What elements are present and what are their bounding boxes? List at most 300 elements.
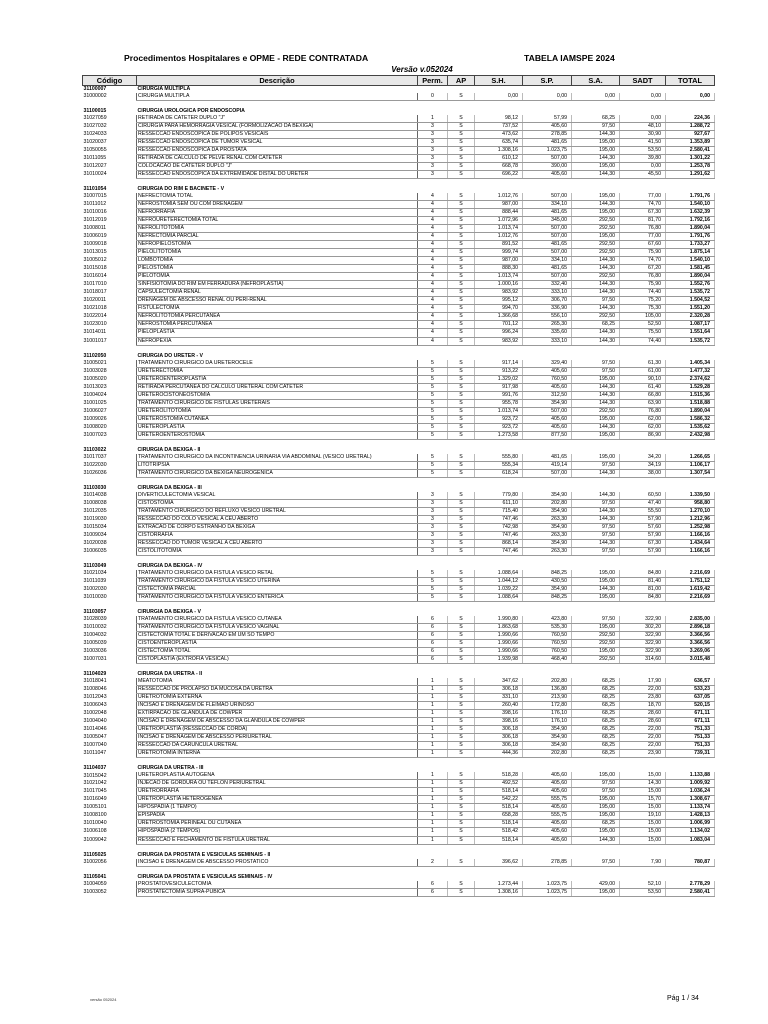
ap-cell: S xyxy=(448,547,475,555)
description-cell: NEFROSTOMIA SEM OU COM DRENAGEM xyxy=(137,201,418,209)
sp-cell: 405,60 xyxy=(523,828,572,836)
code-cell: 31005012 xyxy=(83,257,107,264)
sadt-cell: 61,30 xyxy=(620,360,666,368)
sp-cell: 760,50 xyxy=(523,632,572,640)
table-row xyxy=(83,718,715,726)
sadt-cell: 74,70 xyxy=(620,201,666,209)
sa-cell: 292,50 xyxy=(572,313,620,321)
sadt-cell: 76,80 xyxy=(620,407,666,415)
sh-cell: 398,16 xyxy=(475,710,523,718)
sp-cell: 354,90 xyxy=(523,742,572,750)
perm-cell: 5 xyxy=(418,431,448,439)
sh-cell: 1.990,80 xyxy=(475,616,523,624)
sadt-cell: 81,40 xyxy=(620,577,666,585)
description-cell: MEATOTOMIA xyxy=(137,678,418,686)
sh-cell: 1.013,74 xyxy=(475,273,523,281)
sp-cell: 278,85 xyxy=(523,859,572,867)
group-name: CIRURGIA UROLOGICA POR ENDOSCOPIA xyxy=(137,108,245,115)
table-row xyxy=(83,881,715,889)
description-cell: URETROSTOMIA PERINEAL OU CUTANEA xyxy=(137,820,418,828)
sh-cell: 1.308,16 xyxy=(475,888,523,896)
sadt-cell: 77,00 xyxy=(620,233,666,241)
sh-cell: 715,40 xyxy=(475,507,523,515)
procedures-table xyxy=(82,75,715,897)
sa-cell: 144,30 xyxy=(572,257,620,265)
table-row xyxy=(83,586,715,594)
code-cell: 31002048 xyxy=(83,710,107,717)
sadt-cell: 39,80 xyxy=(620,155,666,163)
code-cell: 31007023 xyxy=(83,431,107,438)
description-cell: HIPOSPADIA (2 TEMPOS) xyxy=(137,828,418,836)
description-cell: INCISAO E DRENAGEM DE ABSCESSO PERIURETRAL xyxy=(137,734,418,742)
sa-cell: 292,50 xyxy=(572,273,620,281)
sadt-cell: 62,00 xyxy=(620,423,666,431)
total-cell: 1.890,04 xyxy=(666,225,715,233)
description-cell: PIELOLITOTOMIA xyxy=(137,249,418,257)
description-cell: DIVERTICULECTOMIA VESICAL xyxy=(137,492,418,500)
sa-cell: 68,25 xyxy=(572,678,620,686)
spacer-cell xyxy=(83,555,715,563)
total-cell: 671,11 xyxy=(666,710,715,718)
sadt-cell: 0,00 xyxy=(620,93,666,101)
description-cell: NEFROPEXIA xyxy=(137,337,418,345)
perm-cell: 5 xyxy=(418,367,448,375)
total-cell: 1.529,28 xyxy=(666,383,715,391)
sh-cell: 983,92 xyxy=(475,337,523,345)
total-cell: 2.835,00 xyxy=(666,616,715,624)
total-cell: 1.133,74 xyxy=(666,804,715,812)
ap-cell: S xyxy=(448,407,475,415)
perm-cell: 1 xyxy=(418,750,448,758)
ap-cell: S xyxy=(448,515,475,523)
table-row xyxy=(83,694,715,702)
total-cell: 1.405,34 xyxy=(666,360,715,368)
sadt-cell: 34,20 xyxy=(620,454,666,462)
description-cell: TRATAMENTO CIRURGICO DO REFLUXO VESICO URETRAL xyxy=(137,507,418,515)
ap-cell: S xyxy=(448,93,475,101)
sp-cell: 468,40 xyxy=(523,656,572,664)
group-name: CIRURGIA DA BEXIGA - III xyxy=(137,484,202,491)
group-header-row xyxy=(83,874,715,881)
sp-cell: 354,90 xyxy=(523,734,572,742)
total-cell: 1.518,88 xyxy=(666,399,715,407)
perm-cell: 6 xyxy=(418,888,448,896)
sa-cell: 144,30 xyxy=(572,836,620,844)
description-cell: INCISAO E DRENAGEM DE FLEIMAO URINOSO xyxy=(137,702,418,710)
table-row xyxy=(83,796,715,804)
table-row xyxy=(83,788,715,796)
group-header-row xyxy=(83,765,715,772)
description-cell: TRATAMENTO CIRURGICO DA BEXIGA NEUROGENICA xyxy=(137,469,418,477)
code-cell: 31005021 xyxy=(83,359,107,366)
description-cell: RESSECCAO E FECHAMENTO DE FISTULA URETRAL xyxy=(137,836,418,844)
sp-cell: 202,80 xyxy=(523,678,572,686)
sh-cell: 701,12 xyxy=(475,321,523,329)
perm-cell: 1 xyxy=(418,820,448,828)
total-cell: 1.586,32 xyxy=(666,415,715,423)
ap-cell: S xyxy=(448,828,475,836)
code-cell: 31019030 xyxy=(83,515,107,522)
description-cell: TRATAMENTO CIRURGICO DA FISTULA VESICO VAGINAL xyxy=(137,624,418,632)
ap-cell: S xyxy=(448,415,475,423)
ap-cell: S xyxy=(448,539,475,547)
code-cell: 31007031 xyxy=(83,656,107,663)
group-name: CIRURGIA MULTIPLA xyxy=(137,86,191,92)
sp-cell: 263,30 xyxy=(523,515,572,523)
total-cell: 1.166,16 xyxy=(666,531,715,539)
sadt-cell: 76,80 xyxy=(620,273,666,281)
group-spacer xyxy=(83,555,715,563)
group-spacer xyxy=(83,758,715,766)
sa-cell: 97,50 xyxy=(572,859,620,867)
table-row xyxy=(83,656,715,664)
ap-cell: S xyxy=(448,820,475,828)
spacer-cell xyxy=(83,602,715,610)
table-row xyxy=(83,461,715,469)
description-cell: CISTOENTEROPLASTIA xyxy=(137,640,418,648)
sadt-cell: 322,90 xyxy=(620,616,666,624)
code-cell: 31026036 xyxy=(83,469,107,476)
col-header-sadt: SADT xyxy=(620,76,666,86)
ap-cell: S xyxy=(448,836,475,844)
code-cell: 31013015 xyxy=(83,249,107,256)
description-cell: RESSECCAO DA CARUNCULA URETRAL xyxy=(137,742,418,750)
group-spacer xyxy=(83,602,715,610)
sadt-cell: 322,90 xyxy=(620,640,666,648)
perm-cell: 5 xyxy=(418,415,448,423)
spacer-cell xyxy=(83,758,715,766)
description-cell: PROSTATECTOMIA SUPRA-PUBICA xyxy=(137,888,418,896)
perm-cell: 3 xyxy=(418,492,448,500)
spacer-cell xyxy=(83,179,715,187)
sp-cell: 354,90 xyxy=(523,507,572,515)
title-row xyxy=(82,53,714,65)
total-cell: 2.778,29 xyxy=(666,881,715,889)
description-cell: LITOTRIPSIA xyxy=(137,461,418,469)
ap-cell: S xyxy=(448,305,475,313)
table-row xyxy=(83,804,715,812)
table-row xyxy=(83,337,715,345)
sadt-cell: 30,90 xyxy=(620,131,666,139)
sadt-cell: 86,90 xyxy=(620,431,666,439)
perm-cell: 1 xyxy=(418,812,448,820)
ap-cell: S xyxy=(448,313,475,321)
code-cell: 31010016 xyxy=(83,209,107,216)
sadt-cell: 75,90 xyxy=(620,249,666,257)
sp-cell: 507,00 xyxy=(523,225,572,233)
sadt-cell: 57,90 xyxy=(620,531,666,539)
ap-cell: S xyxy=(448,702,475,710)
sa-cell: 292,50 xyxy=(572,632,620,640)
code-cell: 31004059 xyxy=(83,880,107,887)
ap-cell: S xyxy=(448,193,475,201)
total-cell: 520,15 xyxy=(666,702,715,710)
sp-cell: 481,65 xyxy=(523,454,572,462)
description-cell: RETIRADA DE CALCULO DE PELVE RENAL COM CATETER xyxy=(137,155,418,163)
code-cell: 31003052 xyxy=(83,888,107,895)
description-cell: HIPOSPADIA (1 TEMPO) xyxy=(137,804,418,812)
total-cell: 1.540,10 xyxy=(666,201,715,209)
code-cell: 31011012 xyxy=(83,201,107,208)
sp-cell: 57,99 xyxy=(523,115,572,123)
sa-cell: 0,00 xyxy=(572,93,620,101)
ap-cell: S xyxy=(448,147,475,155)
total-cell: 1.428,13 xyxy=(666,812,715,820)
sa-cell: 144,30 xyxy=(572,201,620,209)
ap-cell: S xyxy=(448,257,475,265)
perm-cell: 4 xyxy=(418,249,448,257)
total-cell: 1.252,98 xyxy=(666,523,715,531)
version-label: Versão v.052024 xyxy=(391,65,453,74)
description-cell: TRATAMENTO CIRURGICO DA FISTULA VESICO ENTERICA xyxy=(137,594,418,602)
sh-cell: 306,18 xyxy=(475,726,523,734)
sa-cell: 144,30 xyxy=(572,171,620,179)
table-row xyxy=(83,123,715,131)
sadt-cell: 53,50 xyxy=(620,888,666,896)
sh-cell: 996,24 xyxy=(475,329,523,337)
perm-cell: 4 xyxy=(418,289,448,297)
perm-cell: 5 xyxy=(418,586,448,594)
sp-cell: 334,10 xyxy=(523,257,572,265)
perm-cell: 4 xyxy=(418,297,448,305)
sh-cell: 1.012,76 xyxy=(475,193,523,201)
perm-cell: 3 xyxy=(418,155,448,163)
code-cell: 31008020 xyxy=(83,423,107,430)
code-cell: 31008100 xyxy=(83,812,107,819)
table-row xyxy=(83,772,715,780)
table-row xyxy=(83,313,715,321)
table-row xyxy=(83,265,715,273)
sp-cell: 306,70 xyxy=(523,297,572,305)
table-row xyxy=(83,469,715,477)
sp-cell: 507,00 xyxy=(523,273,572,281)
sh-cell: 555,34 xyxy=(475,461,523,469)
table-row xyxy=(83,547,715,555)
footer-version: versão 052024 xyxy=(90,997,117,1002)
sadt-cell: 75,90 xyxy=(620,281,666,289)
sp-cell: 556,10 xyxy=(523,313,572,321)
sh-cell: 658,28 xyxy=(475,812,523,820)
total-cell: 1.504,52 xyxy=(666,297,715,305)
perm-cell: 5 xyxy=(418,360,448,368)
code-cell: 31006035 xyxy=(83,547,107,554)
total-cell: 3.366,56 xyxy=(666,640,715,648)
sa-cell: 68,25 xyxy=(572,742,620,750)
sadt-cell: 47,40 xyxy=(620,499,666,507)
description-cell: DRENAGEM DE ABSCESSO RENAL OU PERI-RENAL xyxy=(137,297,418,305)
sa-cell: 97,50 xyxy=(572,360,620,368)
sp-cell: 507,00 xyxy=(523,249,572,257)
code-cell: 31003036 xyxy=(83,648,107,655)
description-cell: PROSTATOVESICULECTOMIA xyxy=(137,881,418,889)
table-row xyxy=(83,375,715,383)
sp-cell: 354,90 xyxy=(523,726,572,734)
table-row xyxy=(83,539,715,547)
perm-cell: 3 xyxy=(418,147,448,155)
ap-cell: S xyxy=(448,656,475,664)
table-row xyxy=(83,367,715,375)
sa-cell: 68,25 xyxy=(572,686,620,694)
sp-cell: 390,00 xyxy=(523,163,572,171)
code-cell: 31027059 xyxy=(83,115,107,122)
sp-cell: 507,00 xyxy=(523,407,572,415)
sh-cell: 473,62 xyxy=(475,131,523,139)
sp-cell: 481,65 xyxy=(523,209,572,217)
description-cell: URETEROENTEROPLASTIA xyxy=(137,375,418,383)
sa-cell: 144,30 xyxy=(572,337,620,345)
code-cell: 31022030 xyxy=(83,461,107,468)
sadt-cell: 53,50 xyxy=(620,147,666,155)
description-cell: URETROPLASTIA (RESSECCAO DE CORDA) xyxy=(137,726,418,734)
ap-cell: S xyxy=(448,796,475,804)
code-cell: 31005101 xyxy=(83,804,107,811)
sh-cell: 999,74 xyxy=(475,249,523,257)
sadt-cell: 75,20 xyxy=(620,297,666,305)
sa-cell: 144,30 xyxy=(572,492,620,500)
sadt-cell: 18,70 xyxy=(620,702,666,710)
code-cell: 31050055 xyxy=(83,147,107,154)
perm-cell: 4 xyxy=(418,225,448,233)
code-cell: 31004032 xyxy=(83,632,107,639)
sh-cell: 923,72 xyxy=(475,415,523,423)
sp-cell: 1.023,75 xyxy=(523,888,572,896)
group-spacer xyxy=(83,664,715,672)
sa-cell: 195,00 xyxy=(572,888,620,896)
table-row xyxy=(83,281,715,289)
code-cell: 31009026 xyxy=(83,415,107,422)
sadt-cell: 52,50 xyxy=(620,321,666,329)
table-row xyxy=(83,305,715,313)
sh-cell: 618,24 xyxy=(475,469,523,477)
perm-cell: 4 xyxy=(418,313,448,321)
ap-cell: S xyxy=(448,360,475,368)
sp-cell: 848,25 xyxy=(523,570,572,578)
code-cell: 31015042 xyxy=(83,772,107,779)
sp-cell: 430,50 xyxy=(523,577,572,585)
description-cell: RESSECCAO ENDOSCOPICA DA EXTREMIDADE DISTAL DO URETER xyxy=(137,171,418,179)
sa-cell: 195,00 xyxy=(572,828,620,836)
perm-cell: 5 xyxy=(418,423,448,431)
ap-cell: S xyxy=(448,772,475,780)
ap-cell: S xyxy=(448,734,475,742)
sh-cell: 888,44 xyxy=(475,209,523,217)
table-row xyxy=(83,820,715,828)
table-row xyxy=(83,523,715,531)
sh-cell: 955,78 xyxy=(475,399,523,407)
total-cell: 2.216,69 xyxy=(666,570,715,578)
sadt-cell: 7,90 xyxy=(620,859,666,867)
sa-cell: 97,50 xyxy=(572,499,620,507)
perm-cell: 4 xyxy=(418,209,448,217)
sp-cell: 333,10 xyxy=(523,289,572,297)
sadt-cell: 0,00 xyxy=(620,163,666,171)
description-cell: INCISAO E DRENAGEM DE ABSCESSO PROSTATICO xyxy=(137,859,418,867)
total-cell: 637,05 xyxy=(666,694,715,702)
total-cell: 1.751,12 xyxy=(666,577,715,585)
total-cell: 958,80 xyxy=(666,499,715,507)
code-cell: 31011039 xyxy=(83,577,107,584)
group-header-row xyxy=(83,609,715,616)
group-spacer xyxy=(83,844,715,852)
sp-cell: 332,40 xyxy=(523,281,572,289)
sh-cell: 987,00 xyxy=(475,201,523,209)
sadt-cell: 61,40 xyxy=(620,383,666,391)
ap-cell: S xyxy=(448,329,475,337)
description-cell: TRATAMENTO CIRURGICO DA FISTULA VESICO UTERINA xyxy=(137,577,418,585)
sa-cell: 68,25 xyxy=(572,750,620,758)
sa-cell: 68,25 xyxy=(572,820,620,828)
spacer-cell xyxy=(83,345,715,353)
sh-cell: 1.863,68 xyxy=(475,624,523,632)
total-cell: 1.477,32 xyxy=(666,367,715,375)
sp-cell: 481,65 xyxy=(523,265,572,273)
ap-cell: S xyxy=(448,123,475,131)
sh-cell: 696,22 xyxy=(475,171,523,179)
perm-cell: 5 xyxy=(418,570,448,578)
code-cell: 31015034 xyxy=(83,523,107,530)
sadt-cell: 75,50 xyxy=(620,329,666,337)
ap-cell: S xyxy=(448,321,475,329)
perm-cell: 3 xyxy=(418,547,448,555)
perm-cell: 5 xyxy=(418,594,448,602)
sadt-cell: 84,80 xyxy=(620,594,666,602)
perm-cell: 1 xyxy=(418,836,448,844)
sadt-cell: 15,00 xyxy=(620,804,666,812)
code-cell: 31012019 xyxy=(83,217,107,224)
table-row xyxy=(83,329,715,337)
description-cell: URETRORRAFIA xyxy=(137,788,418,796)
sp-cell: 176,10 xyxy=(523,718,572,726)
total-cell: 2.320,28 xyxy=(666,313,715,321)
description-cell: RESSECCAO ENDOSCOPICA DE TUMOR VESICAL xyxy=(137,139,418,147)
code-cell: 31018017 xyxy=(83,289,107,296)
sa-cell: 195,00 xyxy=(572,804,620,812)
ap-cell: S xyxy=(448,812,475,820)
ap-cell: S xyxy=(448,297,475,305)
description-cell: URETEROPLASTIA xyxy=(137,423,418,431)
description-cell: RETIRADA PERCUTANEA DO CALCULO URETERAL COM CATETER xyxy=(137,383,418,391)
group-spacer xyxy=(83,866,715,874)
sa-cell: 195,00 xyxy=(572,812,620,820)
sp-cell: 405,60 xyxy=(523,171,572,179)
perm-cell: 3 xyxy=(418,139,448,147)
sadt-cell: 90,10 xyxy=(620,375,666,383)
table-row xyxy=(83,888,715,896)
table-row xyxy=(83,734,715,742)
sp-cell: 877,50 xyxy=(523,431,572,439)
perm-cell: 3 xyxy=(418,523,448,531)
group-name: CIRURGIA DA BEXIGA - V xyxy=(137,609,201,616)
ap-cell: S xyxy=(448,678,475,686)
description-cell: CISTOLITOTOMIA xyxy=(137,547,418,555)
perm-cell: 4 xyxy=(418,329,448,337)
table-row xyxy=(83,577,715,585)
sh-cell: 742,98 xyxy=(475,523,523,531)
col-header-sa: S.A. xyxy=(572,76,620,86)
sh-cell: 635,74 xyxy=(475,139,523,147)
sh-cell: 891,52 xyxy=(475,241,523,249)
code-cell: 31014011 xyxy=(83,329,107,336)
table-row xyxy=(83,147,715,155)
ap-cell: S xyxy=(448,750,475,758)
total-cell: 1.009,92 xyxy=(666,780,715,788)
sa-cell: 195,00 xyxy=(572,139,620,147)
sp-cell: 1.023,75 xyxy=(523,147,572,155)
code-cell: 31027032 xyxy=(83,123,107,130)
sh-cell: 98,12 xyxy=(475,115,523,123)
perm-cell: 5 xyxy=(418,577,448,585)
code-cell: 31001017 xyxy=(83,337,107,344)
